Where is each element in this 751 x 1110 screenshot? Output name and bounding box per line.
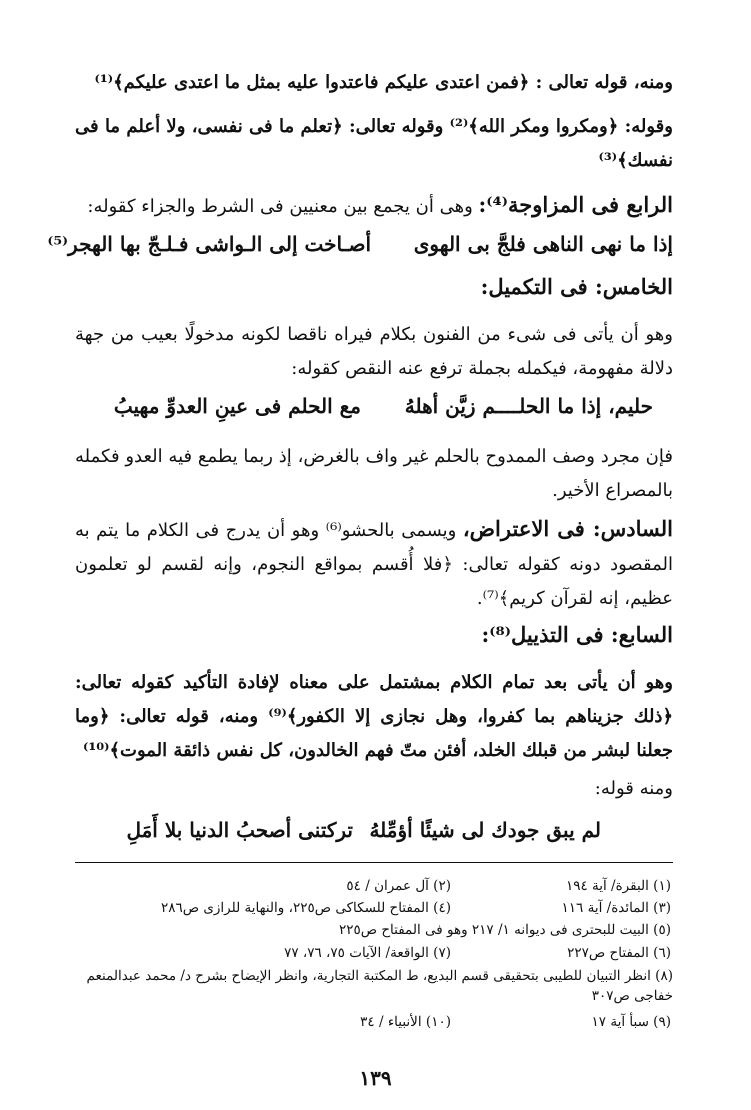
paragraph-takmil-explanation: فإن مجرد وصف الممدوح بالحلم غير واف بالغرض، إذ ربما يطمع فيه العدو فكمله بالمصراع الأخير. [75,446,673,501]
paragraph-tadhyil: وهو أن يأتى بعد تمام الكلام بمشتمل على معناه لإفادة التأكيد كقوله تعالى: ﴿ذلك جزيناهم بما كفروا، وهل نجازى إلا الكفور﴾⁽⁹⁾ ومنه، قوله تعالى: ﴿وما جعلنا لبشر من قبلك الخلد، أفئن متّ فهم الخالدون، كل نفس ذائقة الموت﴾⁽¹⁰⁾ [75,672,673,761]
footnote-4: (٤) المفتاح للسكاكى ص٢٢٥، والنهاية للرازى ص٢٨٦ [160,900,451,916]
paragraph-itirad [75,512,673,616]
footnote-8: (٨) انظر التبيان للطيبى بتحقيقى قسم البديع، ط المكتبة التجارية، وانظر الإيضاح بشرح د/ محمد عبدالمنعم خفاجى ص٣٠٧ [86,968,673,1004]
heading-sixth: السادس: فى الاعتراض، [462,516,673,541]
verse-2-first-hemistich: حليم، إذا ما الحلــــم زيَّن أهلهُ [404,394,653,418]
paragraph-muzawaja [75,188,673,224]
heading-fifth: الخامس: فى التكميل: [480,274,673,299]
paragraph-makr: وقوله: ﴿ومكروا ومكر الله﴾⁽²⁾ وقوله تعالى: ﴿تعلم ما فى نفسى، ولا أعلم ما فى نفسك﴾⁽³⁾ [75,116,673,171]
verse-1-first-hemistich: إذا ما نهى الناهى فلجَّ بى الهوى [413,232,673,256]
footnote-7: (٧) الواقعة/ الآيات ٧٥، ٧٦، ٧٧ [284,945,451,961]
itirad-definition: ويسمى بالحشو⁽⁶⁾ وهو أن يدرج فى الكلام ما يتم به المقصود دونه كقوله تعالى: ﴿فلا أُقسم بمواقع النجوم، وإنه لقسم لو تعلمون عظيم، إنه لقرآن كريم﴾⁽⁷⁾. [75,520,673,609]
footnote-9: (٩) سبأ آية ١٧ [591,1014,671,1030]
footnote-6: (٦) المفتاح ص٢٢٧ [567,945,671,961]
paragraph-intro-verse: ومنه، قوله تعالى : ﴿فمن اعتدى عليكم فاعتدوا عليه بمثل ما اعتدى عليكم﴾⁽¹⁾ [94,72,673,93]
verse-3-first-hemistich: لم يبق جودك لى شيئًا أؤمِّلهُ [369,818,601,842]
verse-3-second-hemistich: تركتنى أصحبُ الدنيا بلا أَمَلِ [126,818,353,842]
footnote-1: (١) البقرة/ آية ١٩٤ [565,878,671,894]
verse-1-second-hemistich: أصـاخت إلى الـواشى فـلـجّ بها الهجر⁽⁵⁾ [47,232,371,256]
footnote-2: (٢) آل عمران / ٥٤ [346,878,451,894]
footnote-10: (١٠) الأنبياء / ٣٤ [360,1014,451,1030]
paragraph-minhu: ومنه قوله: [594,778,673,799]
footnote-5: (٥) البيت للبحترى فى ديوانه ١/ ٢١٧ وهو فى المفتاح ص٢٢٥ [338,922,671,938]
verse-2-second-hemistich: مع الحلم فى عينِ العدوِّ مهيبُ [113,394,361,418]
footnote-3: (٣) المائدة/ آية ١١٦ [561,900,671,916]
paragraph-takmil: وهو أن يأتى فى شىء من الفنون بكلام فيراه ناقصا لكونه مدخولًا بعيب من جهة دلالة مفهومة، فيكمله بجملة ترفع عنه النقص كقوله: [75,324,673,379]
muzawaja-definition: وهى أن يجمع بين معنيين فى الشرط والجزاء كقوله: [87,196,473,217]
heading-fourth: الرابع فى المزاوجة⁽⁴⁾: [478,192,673,217]
heading-seventh: السابع: فى التذييل⁽⁸⁾: [481,622,673,647]
footnote-separator [75,862,673,863]
page-number: ١٣٩ [359,1066,392,1090]
